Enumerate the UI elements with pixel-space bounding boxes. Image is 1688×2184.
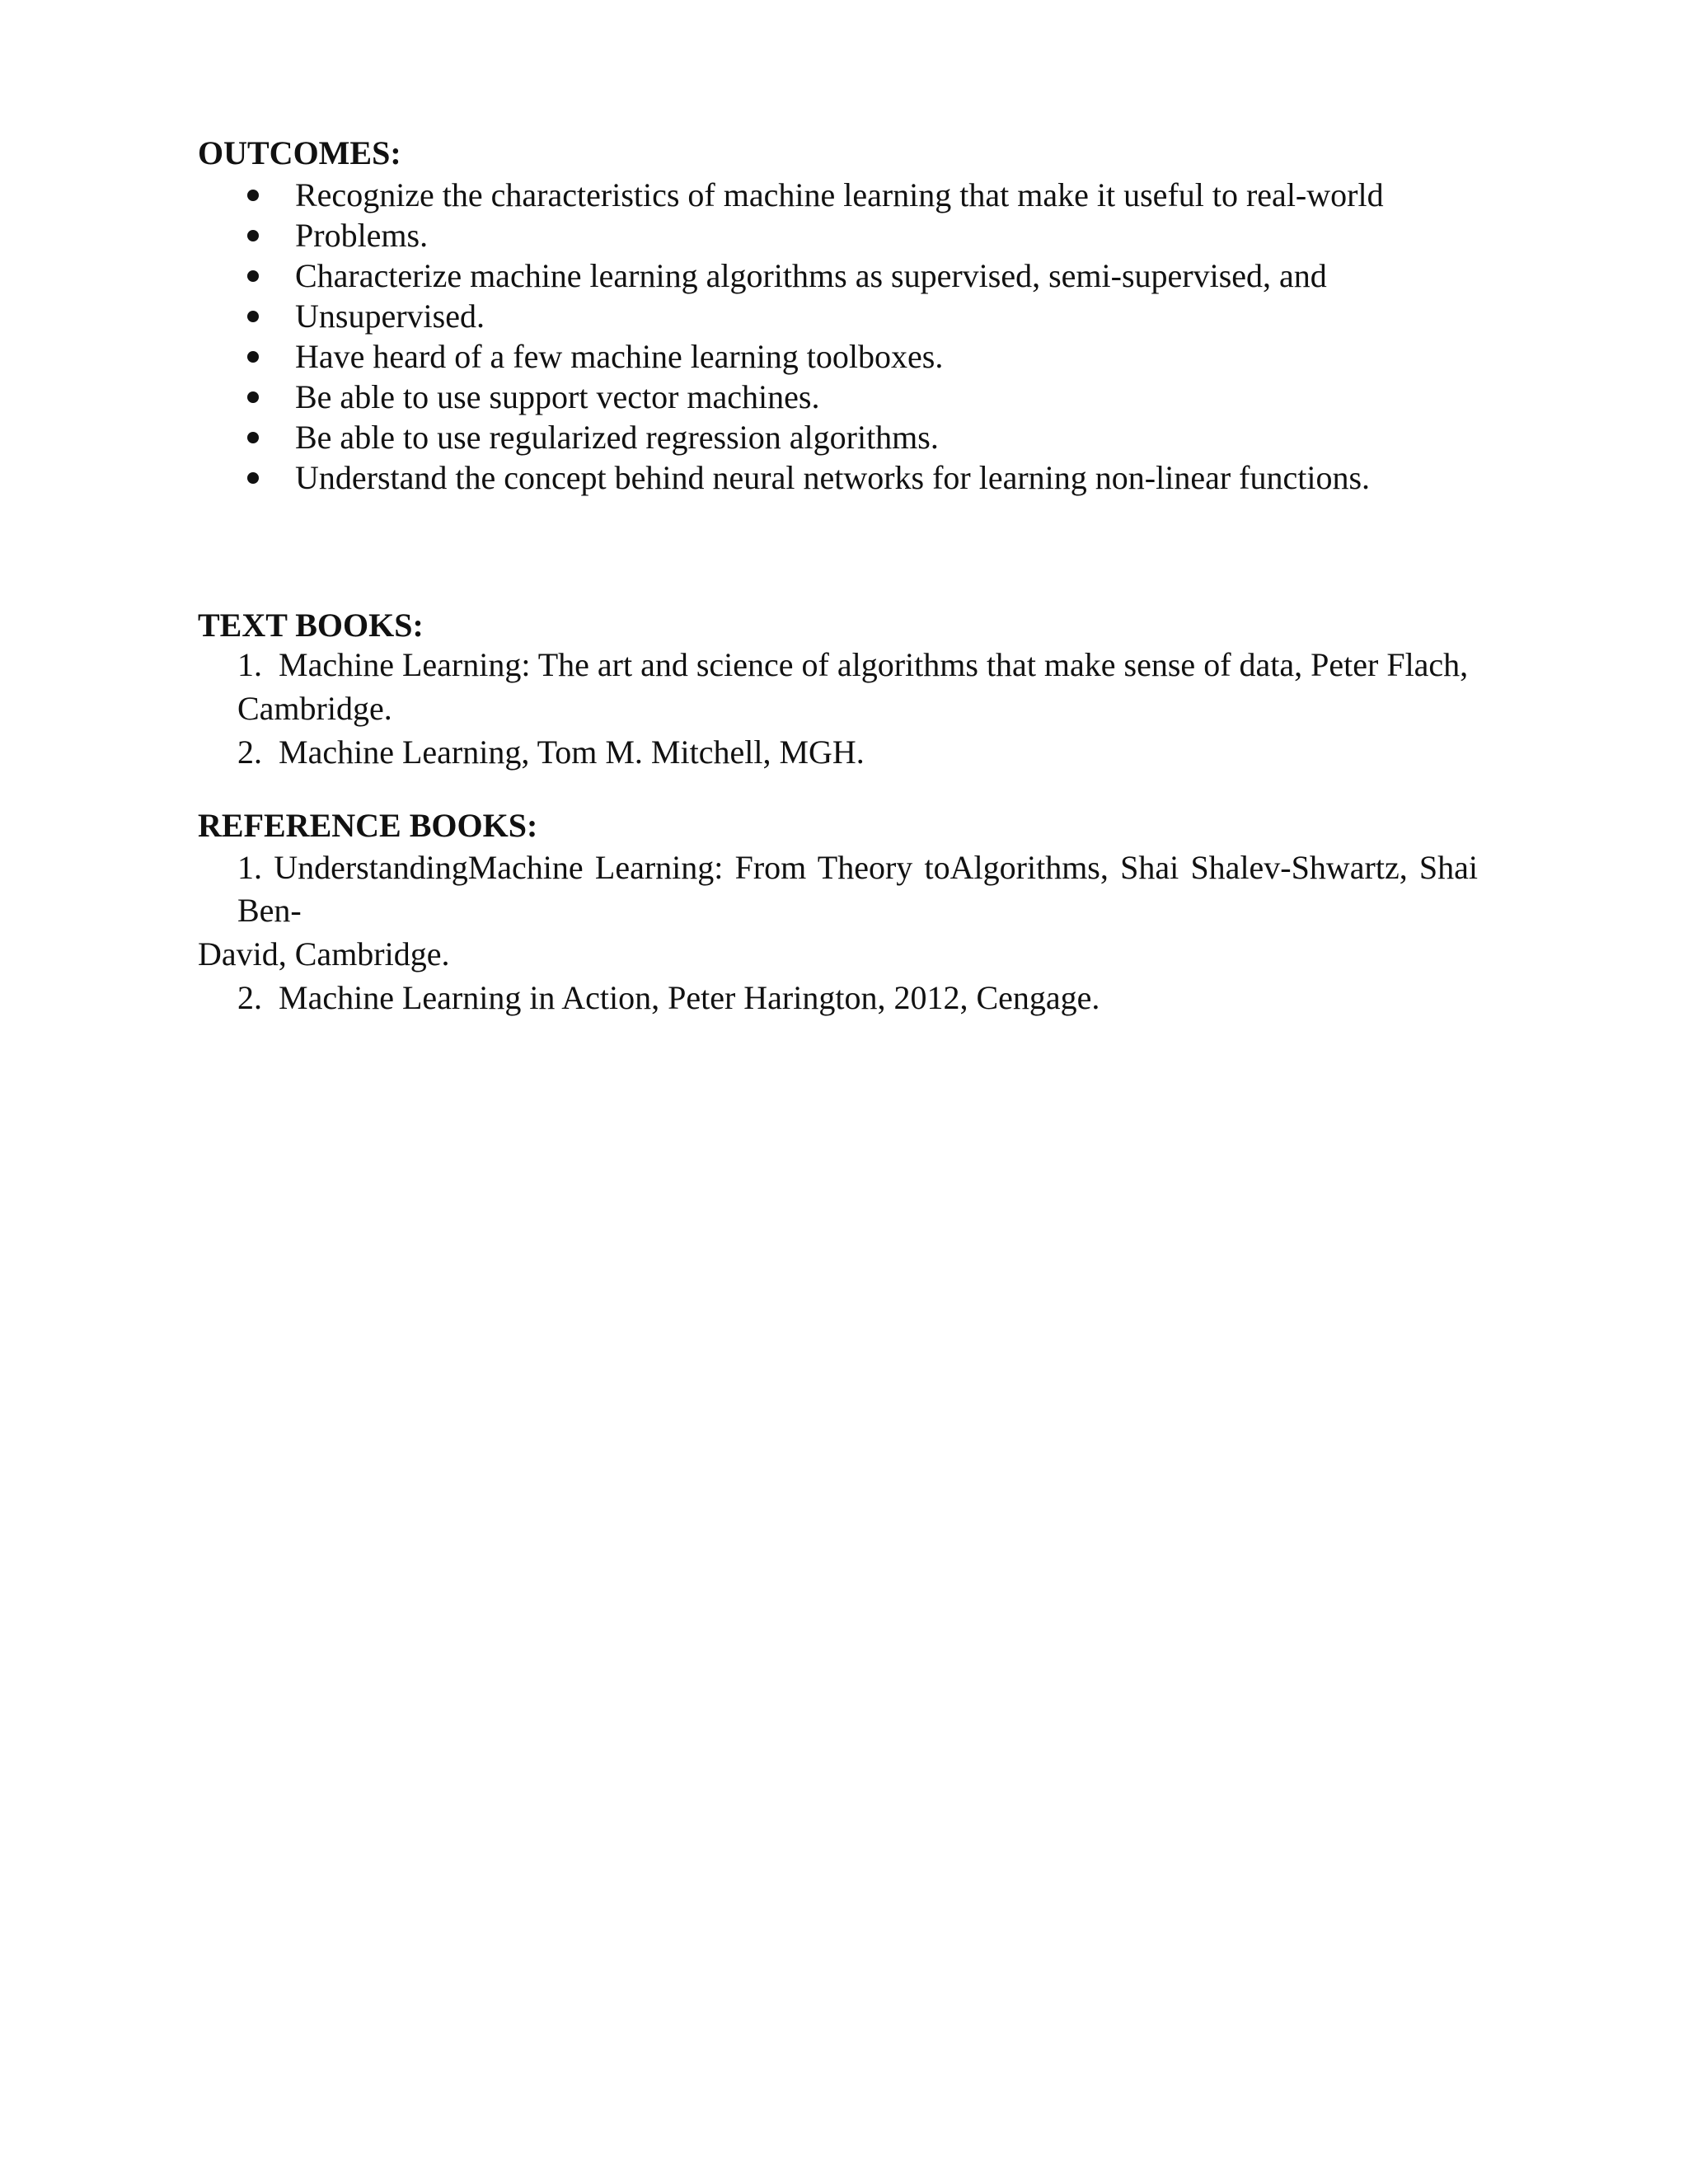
bullet-icon <box>247 391 259 403</box>
text-book-2-text: Machine Learning, Tom M. Mitchell, MGH. <box>279 733 865 771</box>
list-number: 2. <box>237 979 262 1016</box>
list-item: Unsupervised. <box>239 296 1384 336</box>
list-item: Be able to use regularized regression algorithms. <box>239 417 1384 457</box>
list-item: Understand the concept behind neural networks for learning non-linear functions. <box>239 457 1384 498</box>
list-item: Have heard of a few machine learning toolboxes. <box>239 336 1384 377</box>
reference-book-1-line3: David, Cambridge. <box>198 935 450 972</box>
reference-book-2 <box>237 978 1100 1018</box>
list-number: 2. <box>237 733 262 771</box>
list-item: Be able to use support vector machines. <box>239 377 1384 417</box>
outcomes-list <box>239 175 1384 498</box>
list-item: Characterize machine learning algorithms as supervised, semi-supervised, and <box>239 255 1384 296</box>
text-book-1-line2: Cambridge. <box>237 690 392 727</box>
bullet-icon <box>247 230 259 241</box>
bullet-icon <box>247 432 259 443</box>
bullet-icon <box>247 311 259 322</box>
reference-books-heading: REFERENCE BOOKS: <box>198 807 538 844</box>
text-book-1 <box>237 645 1468 685</box>
bullet-icon <box>247 190 259 201</box>
list-number: 1. <box>237 646 262 683</box>
reference-book-2-text: Machine Learning in Action, Peter Harington, 2012, Cengage. <box>279 979 1100 1016</box>
bullet-icon <box>247 351 259 363</box>
reference-book-1-line1: 1. UnderstandingMachine Learning: From Theory toAlgorithms, Shai Shalev-Shwartz, Shai <box>237 849 1479 886</box>
list-item: Problems. <box>239 215 1384 255</box>
bullet-icon <box>247 270 259 282</box>
outcomes-heading: OUTCOMES: <box>198 134 401 171</box>
list-item: Recognize the characteristics of machine learning that make it useful to real-world <box>239 175 1384 215</box>
text-book-1-line1: Machine Learning: The art and science of algorithms that make sense of data, Peter Flach, <box>279 646 1469 683</box>
bullet-icon <box>247 472 259 484</box>
reference-book-1-line2: Ben- <box>237 892 302 929</box>
text-book-2 <box>237 733 865 772</box>
text-books-heading: TEXT BOOKS: <box>198 607 424 644</box>
